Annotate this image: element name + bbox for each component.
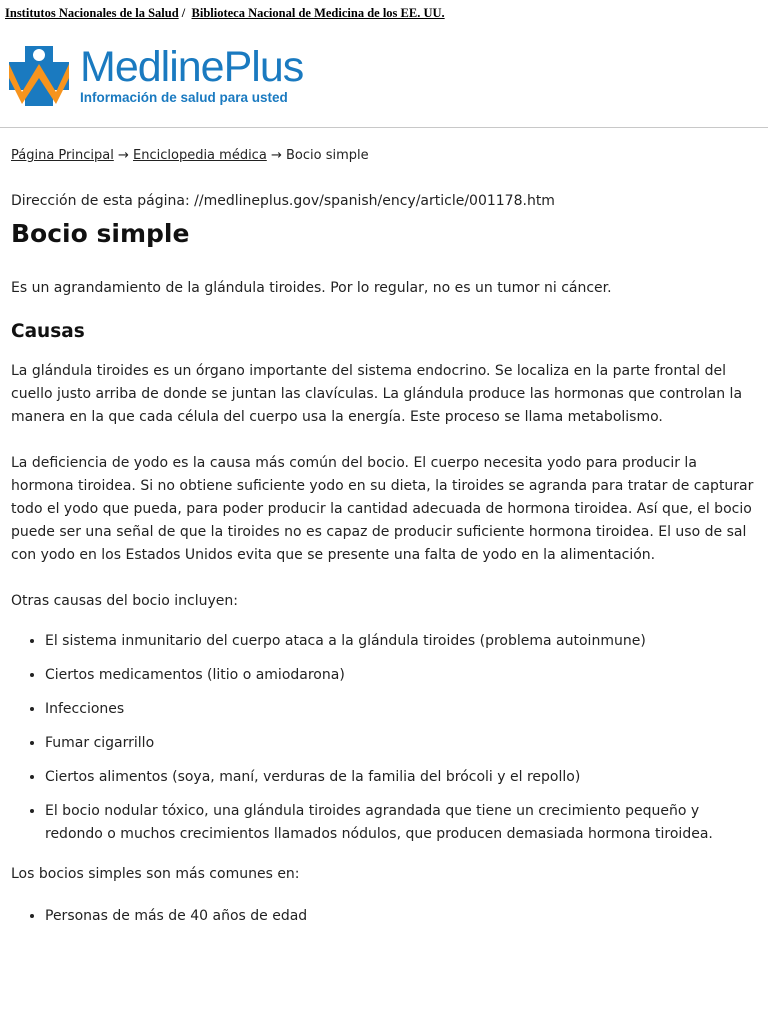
causes-heading: Causas bbox=[11, 321, 85, 342]
list-item: • Ciertos alimentos (soya, maní, verduras de la familia del brócoli y el repollo) bbox=[45, 766, 757, 789]
logo-name: MedlinePlus bbox=[80, 43, 304, 91]
breadcrumb-home-link[interactable]: Página Principal bbox=[11, 148, 114, 163]
list-item: • Infecciones bbox=[45, 698, 757, 721]
medlineplus-cross-icon[interactable] bbox=[5, 42, 73, 110]
other-causes-list bbox=[11, 630, 757, 846]
breadcrumb-arrow-icon: → bbox=[270, 148, 282, 163]
nih-link[interactable]: Institutos Nacionales de la Salud bbox=[5, 6, 179, 20]
list-item: • Ciertos medicamentos (litio o amiodarona) bbox=[45, 664, 757, 687]
top-links-bar bbox=[0, 0, 768, 28]
main-content bbox=[0, 144, 768, 928]
causes-paragraph-1: La glándula tiroides es un órgano importante del sistema endocrino. Se localiza en la parte frontal del cuello justo arriba de donde se juntan las clavículas. La glándula produce las hormonas que controlan la manera en la que cada célula del cuerpo usa la energía. Este proceso se llama metabolismo. bbox=[11, 363, 743, 425]
intro-paragraph: Es un agrandamiento de la glándula tiroides. Por lo regular, no es un tumor ni cáncer. bbox=[11, 280, 612, 296]
link-separator: / bbox=[181, 6, 186, 20]
logo-wordmark[interactable] bbox=[80, 44, 303, 105]
site-header bbox=[0, 28, 768, 128]
list-item: • El sistema inmunitario del cuerpo ataca a la glándula tiroides (problema autoinmune) bbox=[45, 630, 757, 653]
list-item: • Personas de más de 40 años de edad bbox=[45, 905, 757, 928]
page-title: Bocio simple bbox=[11, 219, 190, 248]
common-in-paragraph: Los bocios simples son más comunes en: bbox=[11, 866, 300, 882]
page-address: Dirección de esta página: //medlineplus.gov/spanish/ency/article/001178.htm bbox=[11, 193, 555, 209]
causes-paragraph-2: La deficiencia de yodo es la causa más común del bocio. El cuerpo necesita yodo para producir la hormona tiroidea. Si no obtiene suficiente yodo en su dieta, la tiroides se agranda para tratar de capturar todo el yodo que pueda, para poder producir la cantidad adecuada de hormona tiroidea. Así que, el bocio puede ser una señal de que la tiroides no es capaz de producir suficiente hormona tiroidea. El uso de sal con yodo en los Estados Unidos evita que se presente una falta de yodo en la alimentación. bbox=[11, 455, 754, 563]
list-item: • Fumar cigarrillo bbox=[45, 732, 757, 755]
breadcrumb-current: Bocio simple bbox=[285, 148, 369, 163]
logo-tagline: Información de salud para usted bbox=[80, 90, 288, 105]
breadcrumb bbox=[11, 144, 757, 168]
breadcrumb-arrow-icon: → bbox=[117, 148, 129, 163]
nlm-link[interactable]: Biblioteca Nacional de Medicina de los EE. UU. bbox=[191, 6, 445, 20]
list-item: • El bocio nodular tóxico, una glándula tiroides agrandada que tiene un crecimiento pequeño y redondo o muchos crecimientos llamados nódulos, que producen demasiada hormona tiroidea. bbox=[45, 800, 757, 846]
causes-paragraph-3: Otras causas del bocio incluyen: bbox=[11, 593, 238, 609]
common-in-list bbox=[11, 905, 757, 928]
breadcrumb-encyclopedia-link[interactable]: Enciclopedia médica bbox=[133, 148, 267, 163]
